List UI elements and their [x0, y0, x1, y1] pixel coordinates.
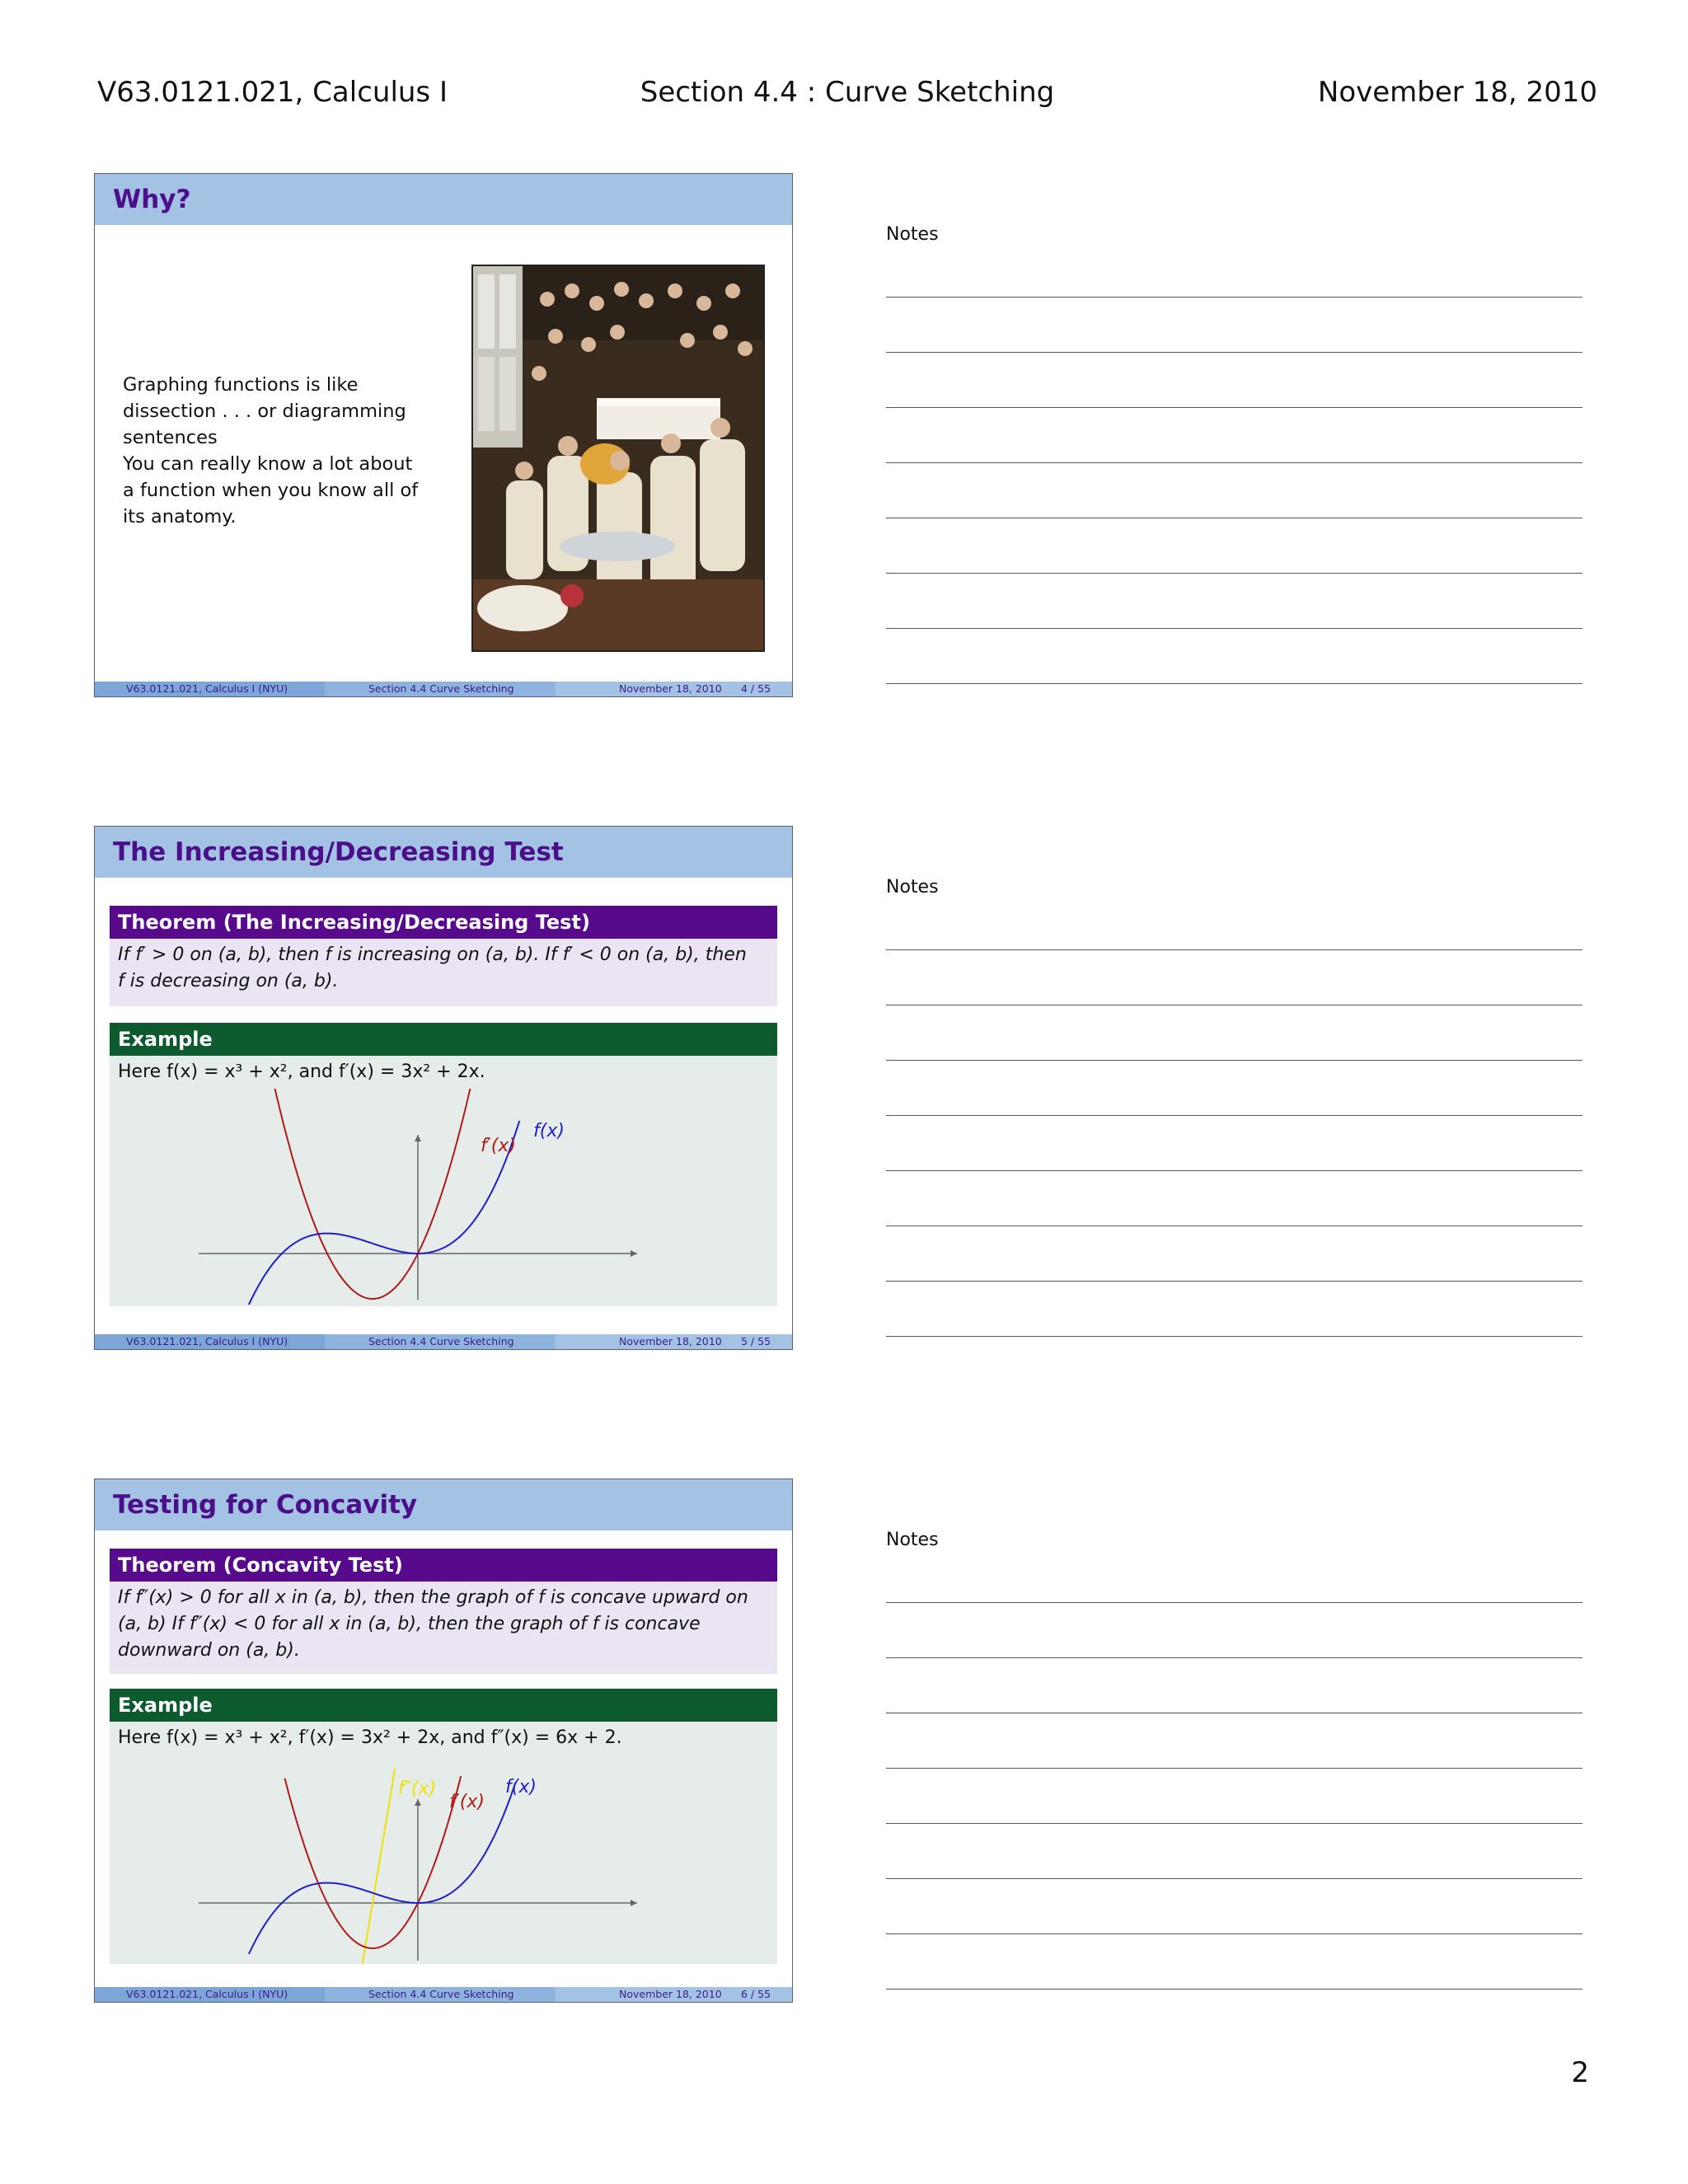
footer-course: V63.0121.021, Calculus I (NYU) — [126, 1335, 288, 1347]
y-axis-arrow — [415, 1799, 421, 1806]
theorem-line: downward on (a, b). — [118, 1640, 300, 1661]
text-line: dissection . . . or diagramming — [123, 401, 406, 422]
footer-section: Section 4.4 Curve Sketching — [368, 1988, 514, 2000]
theorem-header: Theorem (The Increasing/Decreasing Test) — [110, 906, 777, 939]
note-line — [886, 1657, 1582, 1658]
note-line — [886, 1989, 1582, 1990]
painting-illustration — [473, 266, 763, 650]
header-section: Section 4.4 : Curve Sketching — [640, 76, 1055, 109]
theorem-line: If f″(x) > 0 for all x in (a, b), then the graph of f is concave upward on — [118, 1587, 748, 1608]
example-text: Here f(x) = x³ + x², f′(x) = 3x² + 2x, and f″(x) = 6x + 2. — [118, 1727, 622, 1748]
page-header — [97, 76, 1597, 117]
derivative-label: f′(x) — [449, 1792, 485, 1812]
footer-date: November 18, 2010 — [619, 1988, 722, 2000]
note-line — [886, 1768, 1582, 1769]
example-body — [110, 1722, 777, 1964]
note-line — [886, 1115, 1582, 1116]
note-line — [886, 1336, 1582, 1337]
theorem-line: f is decreasing on (a, b). — [118, 971, 339, 991]
note-line — [886, 297, 1582, 298]
example-body — [110, 1056, 777, 1306]
x-axis-arrow — [631, 1900, 637, 1906]
x-axis-arrow — [631, 1250, 637, 1257]
note-line — [886, 1823, 1582, 1824]
derivative-label: f′(x) — [481, 1136, 516, 1156]
derivative-curve — [285, 1776, 462, 1948]
note-line — [886, 573, 1582, 574]
text-line: You can really know a lot about — [123, 453, 413, 475]
slide-title: Testing for Concavity — [95, 1479, 792, 1530]
slide-footer — [95, 1334, 792, 1349]
notes-label: Notes — [886, 224, 939, 245]
footer-page: 5 / 55 — [741, 1335, 771, 1347]
note-line — [886, 1060, 1582, 1061]
example-header: Example — [110, 1023, 777, 1056]
theorem-header: Theorem (Concavity Test) — [110, 1549, 777, 1582]
footer-date: November 18, 2010 — [619, 1335, 722, 1347]
note-line — [886, 1933, 1582, 1934]
footer-page: 6 / 55 — [741, 1988, 771, 2000]
footer-date: November 18, 2010 — [619, 682, 722, 695]
slide-body-text — [123, 372, 420, 530]
anatomy-lesson-painting — [471, 265, 765, 652]
footer-page: 4 / 55 — [741, 682, 771, 695]
second-derivative-line — [362, 1769, 396, 1964]
note-line — [886, 683, 1582, 684]
note-line — [886, 1878, 1582, 1879]
footer-course: V63.0121.021, Calculus I (NYU) — [126, 682, 288, 695]
notes-label: Notes — [886, 877, 939, 898]
example-header: Example — [110, 1689, 777, 1722]
text-line: a function when you know all of — [123, 480, 419, 501]
note-line — [886, 407, 1582, 408]
derivative-curve — [274, 1089, 472, 1299]
text-line: Graphing functions is like — [123, 374, 359, 396]
slide-footer — [95, 682, 792, 696]
note-line — [886, 352, 1582, 353]
header-course: V63.0121.021, Calculus I — [97, 76, 448, 109]
footer-course: V63.0121.021, Calculus I (NYU) — [126, 1988, 288, 2000]
note-line — [886, 1170, 1582, 1171]
slide-footer — [95, 1987, 792, 2002]
slide-title: Why? — [95, 174, 792, 225]
note-line — [886, 462, 1582, 463]
slide-concavity — [94, 1479, 793, 2003]
slide-increasing-decreasing — [94, 826, 793, 1350]
page-number: 2 — [1571, 2056, 1589, 2089]
theorem-line: If f′ > 0 on (a, b), then f is increasing on (a, b). If f′ < 0 on (a, b), then — [118, 944, 747, 965]
function-plot — [110, 1089, 761, 1305]
y-axis-arrow — [415, 1135, 421, 1141]
text-line: its anatomy. — [123, 506, 237, 527]
function-curve — [247, 1121, 519, 1305]
note-line — [886, 1602, 1582, 1603]
note-line — [886, 628, 1582, 629]
footer-section: Section 4.4 Curve Sketching — [368, 682, 514, 695]
function-plot — [110, 1755, 761, 1964]
note-line — [886, 949, 1582, 950]
header-date: November 18, 2010 — [1317, 76, 1597, 109]
text-line: sentences — [123, 427, 218, 448]
note-line — [886, 1281, 1582, 1282]
theorem-line: (a, b) If f″(x) < 0 for all x in (a, b), then the graph of f is concave — [118, 1614, 701, 1634]
example-text: Here f(x) = x³ + x², and f′(x) = 3x² + 2x. — [118, 1062, 485, 1082]
theorem-body — [110, 1582, 777, 1674]
slide-why — [94, 173, 793, 697]
second-derivative-label: f″(x) — [398, 1779, 437, 1799]
footer-section: Section 4.4 Curve Sketching — [368, 1335, 514, 1347]
theorem-body — [110, 939, 777, 1006]
notes-label: Notes — [886, 1530, 939, 1550]
function-label: f(x) — [505, 1777, 537, 1797]
slide-title: The Increasing/Decreasing Test — [95, 827, 792, 878]
function-label: f(x) — [533, 1121, 565, 1141]
